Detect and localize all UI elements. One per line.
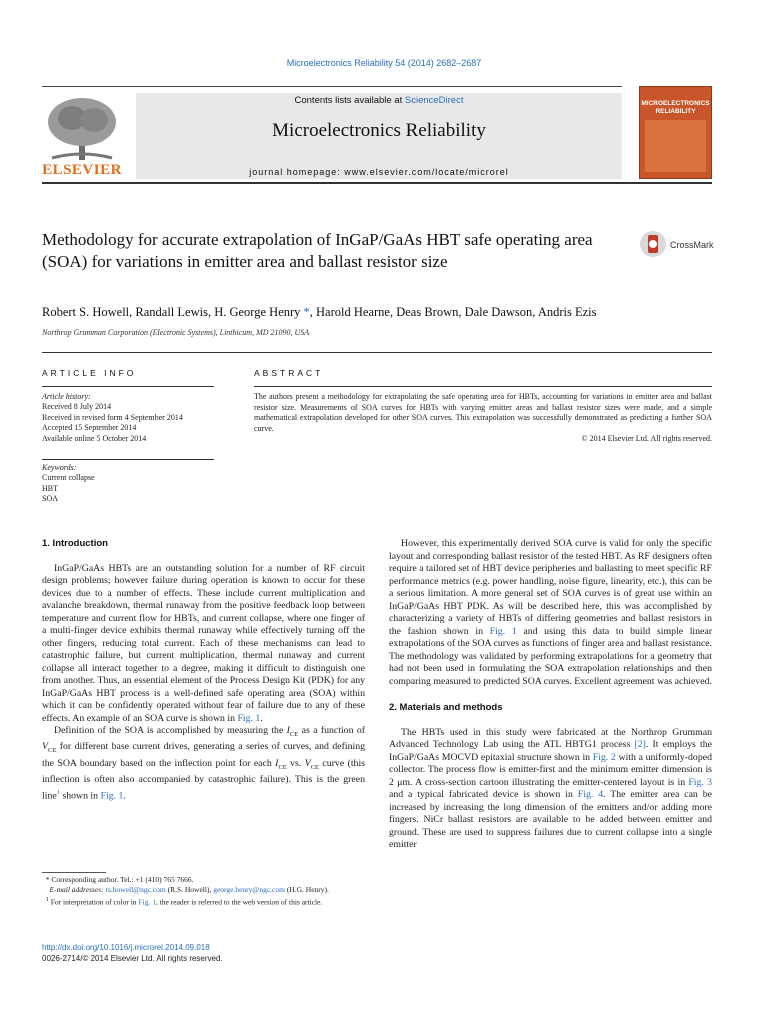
footnote-rule — [42, 872, 106, 873]
fig3-link[interactable]: Fig. 3 — [688, 776, 712, 788]
methods-heading: 2. Materials and methods — [389, 702, 503, 713]
author-list — [42, 305, 722, 320]
intro-paragraph-2: Definition of the SOA is accomplished by measuring the $I_{CE}$ as a function of $V_{CE}$ for different base current drives, generating a series of curves, and defining the SOA boundary based on the inflection point for each $I_{CE}$ vs. $V_{CE}$ curve (this inflection is often also accompanied by catastrophic failure). This is the green line$^1$ shown in Fig. 1. — [42, 725, 365, 802]
intro-paragraph-1: InGaP/GaAs HBTs are an outstanding solution for a number of RF circuit design problems; however failure during operation is known to occur for these devices due to a number of effects. These include current multiplication and avalanche breakdown, thermal runaway from the positive feedback loop between temperature and current flow for HBTs, and current collapse, where one finger of a multi-finger device exhibits thermal runaway while effectively turning off the other fingers, reducing total current. Each of these mechanisms can lead to catastrophic failure, but current multiplication, thermal runaway and current collapse all interact together to a degree, making it difficult to distinguish one from another. Thus, an essential element of the Process Design Kit (PDK) for any InGaP/GaAs HBT process is a well-defined safe operating area (SOA) within which it can be confidently operated without fear of failure due to any of these effects. An example of an SOA curve is shown in Fig. 1. — [42, 562, 365, 724]
affiliation: Northrop Grumman Corporation (Electronic Systems), Linthicum, MD 21090, USA — [42, 328, 310, 337]
section-rule — [42, 352, 712, 353]
abstract-text — [254, 392, 712, 445]
abstract-body: The authors present a methodology for extrapolating the safe operating area for HBTs, accounting for variations in emitter area and ballast resistor size. Measurements of SOA curves for HBTs with varying emitter areas and ballast resistor sizes were made, and a simple mathematical extrapolation developed for other SOA curves. This extrapolation was successfully demonstrated as predicting a further SOA curve. — [254, 392, 712, 433]
journal-citation[interactable]: Microelectronics Reliability 54 (2014) 2682–2687 — [286, 58, 482, 68]
keywords-rule — [42, 459, 214, 460]
elsevier-wordmark: ELSEVIER — [42, 162, 122, 178]
fig2-link[interactable]: Fig. 2 — [592, 751, 616, 763]
authors-part-2: , Harold Hearne, Deas Brown, Dale Dawson, Andris Ezis — [309, 305, 597, 319]
history-item: Available online 5 October 2014 — [42, 433, 147, 443]
fig1-link[interactable]: Fig. 1 — [489, 625, 517, 637]
methods-paragraph-1: The HBTs used in this study were fabricated at the Northrop Grumman Advanced Technology Lab using the ATL HBTG1 process [2]. It employs the InGaP/GaAs MOCVD epitaxial structure shown in Fig. 2 with a uniformly-doped collector. The process flow is emitter-first and the minimum emitter dimension is 2 μm. A cross-section cartoon illustrating the emitter-centered layout is in Fig. 3 and a typical fabricated device is shown in Fig. 4. The emitter area can be increased by increasing the long dimension of the emitters and/or adding more fingers. NiCr ballast resistors are available to be added between emitter and ground. These are used to suppress failures due to current collapse into a single emitter — [389, 726, 713, 850]
history-label: Article history: — [42, 392, 91, 401]
abstract-rule — [254, 386, 712, 387]
keyword: SOA — [42, 494, 59, 504]
contents-prefix: Contents lists available at — [294, 95, 405, 106]
doi-block — [42, 943, 223, 964]
doi-link[interactable]: http://dx.doi.org/10.1016/j.microrel.2014.09.018 — [42, 943, 210, 952]
contents-line — [136, 95, 622, 106]
email-link-howell[interactable]: rs.howell@ngc.com — [105, 885, 166, 894]
fig1-link[interactable]: Fig. 1 — [237, 712, 261, 724]
abstract-copyright: © 2014 Elsevier Ltd. All rights reserved. — [581, 434, 712, 444]
corresponding-author-mark[interactable]: * — [303, 305, 310, 319]
article-title: Methodology for accurate extrapolation of InGaP/GaAs HBT safe operating area (SOA) for variations in emitter area and ballast resistor size — [42, 230, 593, 271]
sciencedirect-link[interactable]: ScienceDirect — [404, 95, 464, 106]
header-rule — [42, 86, 622, 87]
journal-title: Microelectronics Reliability — [272, 120, 486, 141]
issn-line: 0026-2714/© 2014 Elsevier Ltd. All rights reserved. — [42, 953, 223, 963]
footnotes — [42, 875, 365, 908]
keywords-label: Keywords: — [42, 463, 77, 472]
fig4-link[interactable]: Fig. 4 — [577, 789, 604, 800]
keyword: HBT — [42, 483, 58, 493]
journal-cover-title: MICROELECTRONICS RELIABILITY — [641, 100, 710, 115]
keywords — [42, 463, 217, 505]
journal-cover-art — [645, 120, 706, 172]
article-info-rule — [42, 386, 214, 387]
article-info-label: ARTICLE INFO — [42, 368, 137, 378]
history-item: Accepted 15 September 2014 — [42, 423, 137, 433]
body-right-column — [389, 538, 712, 852]
email-link-henry[interactable]: george.henry@ngc.com — [213, 885, 285, 894]
ref-2-link[interactable]: [2] — [634, 739, 646, 750]
introduction-heading: 1. Introduction — [42, 538, 108, 549]
keyword: Current collapse — [42, 473, 95, 483]
authors-part-1: Robert S. Howell, Randall Lewis, H. George Henry — [42, 305, 301, 319]
crossmark-label[interactable]: CrossMark — [670, 240, 714, 250]
body-left-column — [42, 538, 365, 803]
footnote-1: $^1$ For interpretation of color in Fig. 1, the reader is referred to the web version of this article. — [45, 896, 323, 907]
header-rule-bottom — [42, 182, 712, 184]
corresponding-author-note: * Corresponding author. Tel.: +1 (410) 765 7666. — [45, 875, 194, 884]
history-item: Received in revised form 4 September 2014 — [42, 412, 183, 422]
email-note: E-mail addresses: rs.howell@ngc.com (R.S. Howell), george.henry@ngc.com (H.G. Henry). — [49, 885, 329, 894]
crossmark-icon[interactable] — [639, 230, 667, 258]
footnote-1-mark[interactable]: 1 — [56, 788, 60, 796]
journal-homepage[interactable]: journal homepage: www.elsevier.com/locate/microrel — [249, 167, 509, 177]
history-item: Received 8 July 2014 — [42, 402, 112, 412]
fig1-link[interactable]: Fig. 1 — [138, 897, 156, 907]
abstract-label: ABSTRACT — [254, 368, 324, 378]
article-history — [42, 392, 217, 444]
right-paragraph-1: However, this experimentally derived SOA curve is valid for only the specific layout and corresponding ballast resistor of the tested HBT. As RF designers often require a tailored set of HBT device peripheries and ballasting to meet specific RF performance metrics (e.g. power handling, noise figure, linearity, etc.), this can be a serious limitation. A more general set of SOA curves is of great use within an InGaP/GaAs HBT PDK. As will be described here, this was accomplished by characterizing a variety of HBTs of differing geometries and ballast resistors in the fashion shown in Fig. 1 and using this data to build simple linear extrapolations of the SOA curves as functions of finger area and ballast resistance. The methodology was validated by performing extrapolations for a geometry that had not been used in formulating the SOA extrapolation relationships and then comparing measured to predicted SOA curves. Excellent agreement was achieved. — [389, 538, 712, 687]
fig1-link[interactable]: Fig. 1 — [100, 790, 124, 802]
